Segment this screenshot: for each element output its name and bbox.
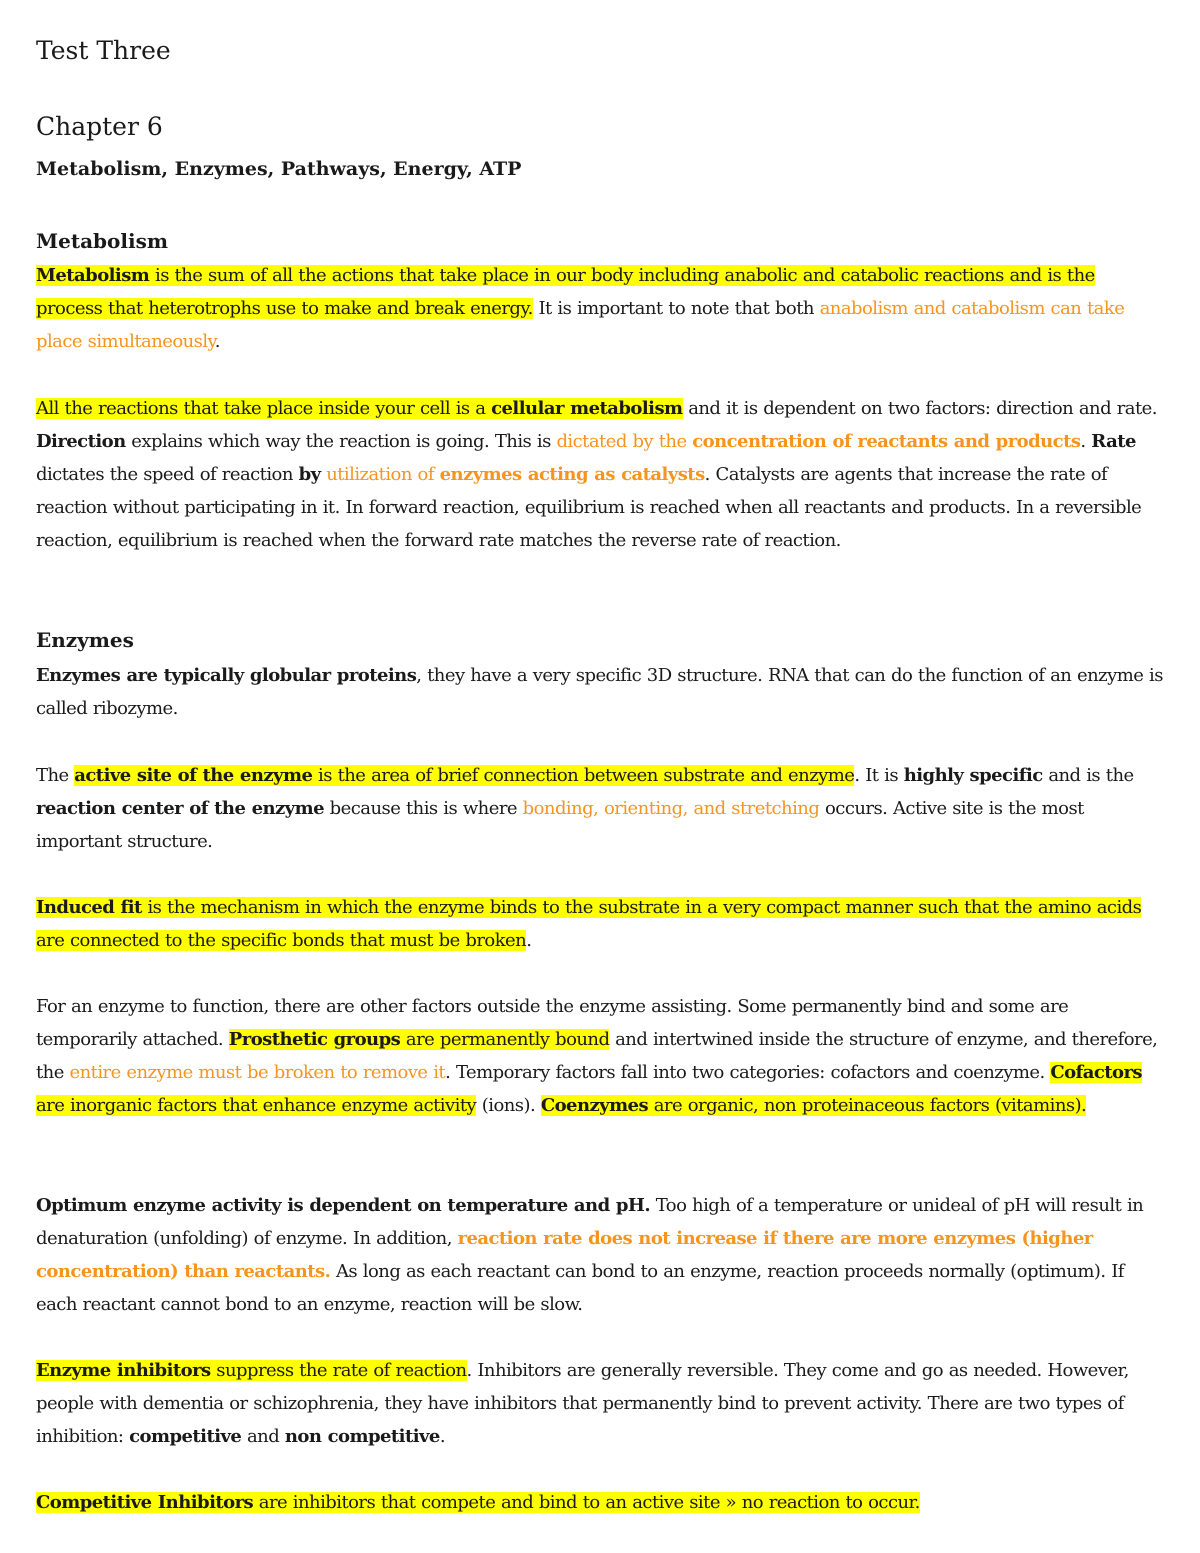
text-span: and: [241, 1426, 285, 1447]
orange-emphasis: bonding, orienting, and stretching: [522, 798, 820, 819]
highlight: [229, 1029, 610, 1050]
text-span: .: [526, 930, 532, 951]
text-span: . It is: [854, 765, 904, 786]
text-span: Too high of a temperature or unideal of pH will result in denaturation (unfolding) of enzyme. In addition,: [36, 1195, 1144, 1249]
text-span: .: [214, 331, 220, 352]
highlight: [36, 897, 1141, 951]
paragraph-induced-fit: [36, 891, 1166, 957]
section-heading-metabolism: Metabolism: [36, 229, 169, 253]
bold-term: cellular metabolism: [491, 398, 683, 419]
bold-term: Enzyme inhibitors: [36, 1360, 211, 1381]
text-span: . Inhibitors are generally reversible. They come and go as needed. However, people with dementia or schizophrenia, they have inhibitors that permanently bind to prevent activity. There are two types of inhibition:: [36, 1360, 1129, 1447]
text-span: are permanently bound: [400, 1029, 610, 1050]
orange-bold-emphasis: enzymes acting as catalysts: [439, 464, 705, 485]
paragraph-cellular-metabolism: [36, 392, 1166, 557]
document-title: Test Three: [36, 36, 171, 65]
text-span: are inorganic factors that enhance enzyme activity: [36, 1095, 477, 1116]
orange-bold-emphasis: concentration of reactants and products: [692, 431, 1081, 452]
text-span: It is important to note that both: [532, 298, 820, 319]
bold-term: Optimum enzyme activity is dependent on temperature and pH.: [36, 1195, 651, 1216]
text-span: For an enzyme to function, there are other factors outside the enzyme assisting. Some permanently bind and some are temporarily attached.: [36, 996, 1069, 1050]
orange-emphasis: utilization of: [326, 464, 440, 485]
highlight: [541, 1095, 1086, 1116]
text-span: The: [36, 765, 75, 786]
highlight: [36, 1492, 920, 1513]
highlight: [36, 398, 683, 419]
text-span: .: [1080, 431, 1092, 452]
text-span: dictates the speed of reaction: [36, 464, 299, 485]
orange-emphasis: dictated by the: [556, 431, 693, 452]
text-span: because this is where: [324, 798, 523, 819]
paragraph-cofactors: [36, 990, 1166, 1122]
text-span: and it is dependent on two factors: direction and rate.: [682, 398, 1157, 419]
text-span: , they have a very specific 3D structure. RNA that can do the function of an enzyme is called ribozyme.: [36, 665, 1163, 719]
text-span: As long as each reactant can bond to an enzyme, reaction proceeds normally (optimum). If each reactant cannot bond to an enzyme, reaction will be slow.: [36, 1261, 1124, 1315]
paragraph-metabolism-definition: [36, 259, 1166, 358]
bold-term: active site of the enzyme: [74, 765, 313, 786]
bold-term: by: [298, 464, 321, 485]
orange-emphasis: anabolism and catabolism can take place simultaneously: [36, 298, 1125, 352]
bold-term: highly specific: [903, 765, 1043, 786]
text-span: . Catalysts are agents that increase the rate of reaction without participating in it. In forward reaction, equilibrium is reached when all reactants and products. In a reversible reaction, equilibrium is reached when the forward rate matches the reverse rate of reaction.: [36, 464, 1142, 551]
text-span: .: [439, 1426, 445, 1447]
section-heading-enzymes: Enzymes: [36, 628, 134, 652]
paragraph-optimum-activity: [36, 1189, 1166, 1321]
bold-term: Rate: [1091, 431, 1136, 452]
orange-emphasis: entire enzyme must be broken to remove it: [69, 1062, 446, 1083]
highlight: [36, 1360, 467, 1381]
bold-term: reaction center of the enzyme: [36, 798, 324, 819]
chapter-subtitle: Metabolism, Enzymes, Pathways, Energy, ATP: [36, 158, 522, 180]
bold-term: Enzymes are typically globular proteins: [36, 665, 417, 686]
text-span: explains which way the reaction is going. This is: [125, 431, 557, 452]
text-span: occurs. Active site is the most important structure.: [36, 798, 1084, 852]
bold-term: Competitive Inhibitors: [36, 1492, 254, 1513]
orange-bold-emphasis: reaction rate does not increase if there are more enzymes (higher concentration) than reactants.: [36, 1228, 1093, 1282]
paragraph-enzyme-inhibitors: [36, 1354, 1166, 1453]
text-span: is the sum of all the actions that take place in our body including anabolic and catabolic reactions and is the process that heterotrophs use to make and break energy.: [36, 265, 1095, 319]
text-span: All the reactions that take place inside your cell is a: [36, 398, 492, 419]
highlight: [74, 765, 854, 786]
text-span: suppress the rate of reaction: [210, 1360, 467, 1381]
bold-term: Direction: [36, 431, 126, 452]
text-span: . Temporary factors fall into two categories: cofactors and coenzyme.: [445, 1062, 1051, 1083]
text-span: is the mechanism in which the enzyme binds to the substrate in a very compact manner such that the amino acids are connected to the specific bonds that must be broken: [36, 897, 1142, 951]
bold-term: non competitive: [284, 1426, 440, 1447]
text-span: and is the: [1042, 765, 1134, 786]
paragraph-competitive-inhibitors: [36, 1486, 1166, 1519]
text-span: are organic, non proteinaceous factors (vitamins).: [648, 1095, 1087, 1116]
text-span: (ions).: [476, 1095, 541, 1116]
text-span: is the area of brief connection between substrate and enzyme: [312, 765, 855, 786]
bold-term: Induced fit: [36, 897, 142, 918]
text-span: are inhibitors that compete and bind to an active site » no reaction to occur.: [253, 1492, 920, 1513]
bold-term: Metabolism: [36, 265, 150, 286]
paragraph-enzymes-definition: [36, 659, 1166, 725]
bold-term: Coenzymes: [540, 1095, 649, 1116]
text-span: and intertwined inside the structure of enzyme, and therefore, the: [36, 1029, 1158, 1083]
paragraph-active-site: [36, 759, 1166, 858]
bold-term: Prosthetic groups: [228, 1029, 401, 1050]
chapter-title: Chapter 6: [36, 112, 163, 141]
bold-term: competitive: [129, 1426, 242, 1447]
bold-term: Cofactors: [1050, 1062, 1143, 1083]
